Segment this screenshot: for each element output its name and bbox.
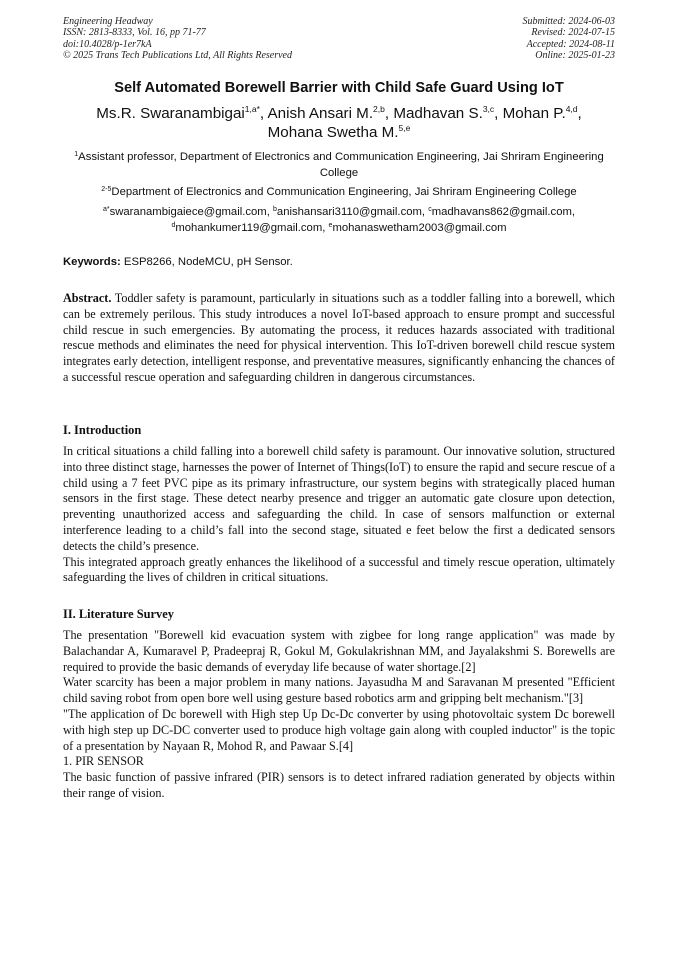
author-sup: 1,a* (244, 104, 260, 114)
submitted-date: Submitted: 2024-06-03 (522, 16, 615, 27)
affiliation-sup: 1 (74, 151, 79, 158)
section-heading-introduction: I. Introduction (63, 423, 142, 437)
affiliation-text: Department of Electronics and Communication Engineering, Jai Shriram Engineering College (111, 186, 577, 198)
journal-header-right (523, 16, 616, 62)
abstract-text: Toddler safety is paramount, particularly in situations such as a toddler falling into a borewell, which can be extremely perilous. This study introduces a novel IoT-based approach to ensure prompt and successful child rescue in such emergencies. By automating the process, it reduces hazards associated with traditional rescue methods and eliminates the need for physical intervention. This IoT-driven borewell child rescue system integrates early detection, intelligent response, and preventative measures, significantly enhancing the chances of a successful rescue operation and safeguarding children in dangerous circumstances. (63, 291, 615, 384)
abstract-label: Abstract. (63, 291, 112, 305)
section-heading-literature-survey: II. Literature Survey (63, 607, 174, 621)
paragraph: This integrated approach greatly enhances the likelihood of a successful and timely rescue operation, ultimately safeguarding the lives of children in critical situations. (63, 554, 615, 585)
email-sup: a* (102, 206, 110, 213)
author-name: Mohan P. (502, 105, 566, 122)
journal-name: Engineering Headway (63, 16, 153, 27)
email-sep: , (322, 221, 329, 234)
paragraph: The presentation "Borewell kid evacuation system with zigbee for long range application" was made by Balachandar A, Kumaravel P, Pradeepraj R, Gokul M, Gokulakrishnan MM, and Jayalakshmi S. Borewells are required to provide the basic demands of everyday life because of water shortage.[2] (63, 628, 615, 674)
email-sup: e (328, 221, 333, 229)
author-sup: 4,d (565, 104, 578, 114)
paragraph: "The application of Dc borewell with High step Up Dc-Dc converter by using photovoltaic system Dc borewell with high step up DC-DC converter used to produce high voltage gain along with coupled inductor" is the topic of a presentation by Nayaan R, Mohod R, and Pawaar S.[4] (63, 706, 615, 753)
author-sup: 2,b (373, 104, 385, 114)
author-sep: , (384, 105, 394, 122)
email-sup: c (428, 206, 432, 213)
accepted-date: Accepted: 2024-08-11 (526, 38, 615, 50)
email-address[interactable]: mohankumer119@gmail.com (175, 221, 323, 234)
abstract (63, 291, 615, 386)
author-sep: , (577, 105, 582, 122)
email-address[interactable]: anishansari3110@gmail.com (276, 206, 422, 218)
affiliation-text: Assistant professor, Department of Electronics and Communication Engineering, Jai Shriram Engineering College (78, 151, 604, 179)
revised-date: Revised: 2024-07-15 (531, 27, 615, 39)
paragraph: The basic function of passive infrared (PIR) sensors is to detect infrared radiation generated by objects within their range of vision. (63, 770, 615, 800)
affiliation-1 (63, 149, 615, 181)
author-sep: , (259, 105, 268, 122)
affiliation-2 (63, 184, 615, 200)
paper-title: Self Automated Borewell Barrier with Child Safe Guard Using IoT (114, 80, 564, 96)
email-address[interactable]: mohanaswetham2003@gmail.com (332, 221, 507, 234)
subheading: 1. PIR SENSOR (63, 754, 144, 769)
email-address[interactable]: swaranambigaiece@gmail.com (109, 206, 267, 218)
literature-survey-body (63, 628, 615, 802)
author-sup: 3,c (482, 104, 495, 114)
email-list (63, 205, 615, 236)
doi-line[interactable]: doi:10.4028/p-1er7kA (63, 38, 152, 50)
issn-line: ISSN: 2813-8333, Vol. 16, pp 71-77 (63, 27, 206, 39)
introduction-body (63, 444, 615, 586)
author-sup: 5,e (398, 123, 411, 133)
keywords-text: ESP8266, NodeMCU, pH Sensor. (120, 256, 293, 268)
paragraph: Water scarcity has been a major problem in many nations. Jayasudha M and Saravanan M presented "Efficient child saving robot from open bore well using gesture based robotics arm and gripping belt mechanism."[3] (63, 675, 615, 706)
online-date: Online: 2025-01-23 (535, 50, 615, 62)
author-list (70, 104, 608, 142)
journal-header-left (63, 16, 292, 62)
email-sep: , (571, 206, 576, 218)
author-name: Madhavan S. (393, 105, 483, 122)
email-sup: d (171, 221, 176, 229)
email-sep: , (421, 206, 429, 218)
copyright-line: © 2025 Trans Tech Publications Ltd, All Rights Reserved (63, 50, 292, 62)
keywords-label: Keywords: (63, 256, 121, 268)
email-sep: , (266, 206, 273, 218)
keywords (63, 256, 615, 268)
paragraph: In critical situations a child falling into a borewell child safety is paramount. Our innovative solution, structured into three distinct stage, harnesses the power of Internet of Things(IoT) to ensure the rapid and secure rescue of a child using a 7 feet PVC pipe as its primary infrastructure, our system begins with strategically placed human sensors in the first stage. These detect nearby presence and trigger an automatic gate closure upon detection, preventing unauthorized access and safeguarding the child. In case of sensors malfunction or external interference leading to a child’s fall into the second stage, situated e feet below the first a dedicated sensors detects the child’s presence. (63, 444, 615, 553)
author-name: Mohana Swetha M. (267, 124, 399, 141)
author-name: Ms.R. Swaranambigai (96, 105, 245, 122)
affiliation-sup: 2-5 (101, 186, 112, 193)
author-sep: , (494, 105, 503, 122)
email-sup: b (273, 206, 277, 213)
author-name: Anish Ansari M. (267, 105, 374, 122)
email-address[interactable]: madhavans862@gmail.com (431, 206, 572, 218)
